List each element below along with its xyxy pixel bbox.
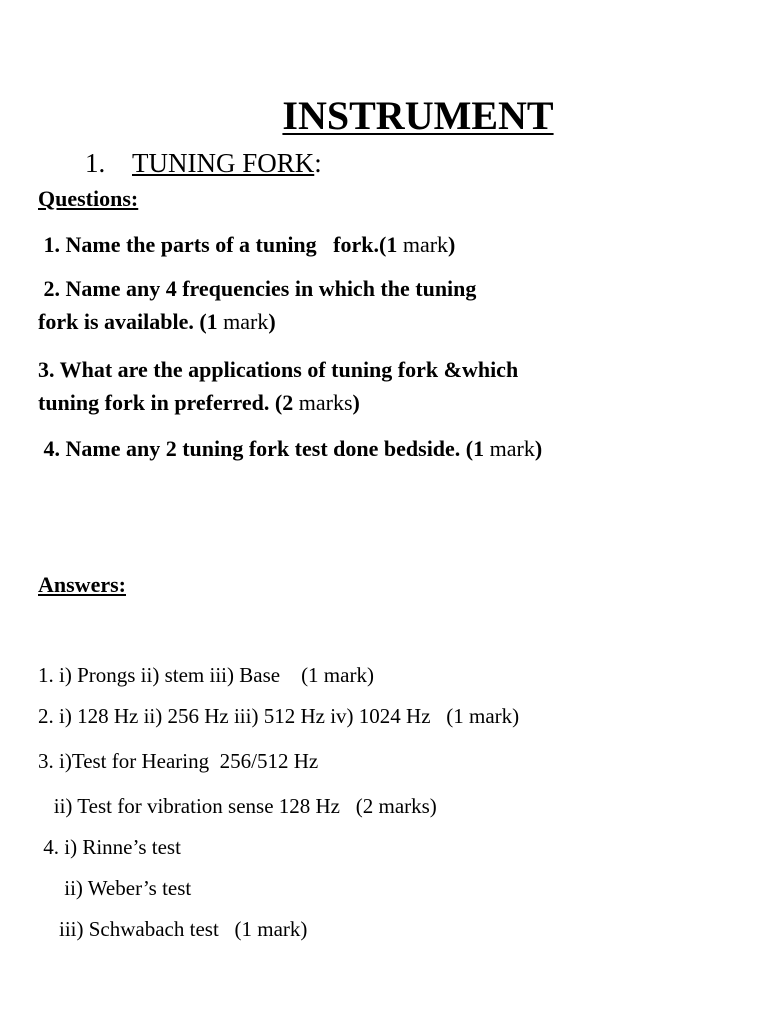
question-3-close: ) [352,390,360,415]
answer-3: 3. i)Test for Hearing 256/512 Hz [38,749,319,773]
question-1-close: ) [448,232,456,257]
answer-4: 4. i) Rinne’s test [38,835,181,859]
question-1-marks: mark [402,232,449,257]
question-4-marks: mark [489,436,535,461]
question-2-close: ) [268,309,276,334]
answer-3-continued: ii) Test for vibration sense 128 Hz (2 marks) [38,794,437,818]
question-1 [38,228,455,261]
question-2-line-2: fork is available. (1 [38,309,224,334]
section-name: TUNING FORK [132,148,315,178]
page-title: INSTRUMENT [282,93,554,138]
question-2 [38,272,476,338]
section-suffix: : [314,148,322,178]
section-heading [85,148,322,179]
question-2-line-1: 2. Name any 4 frequencies in which the tuning [38,276,477,301]
answer-1: 1. i) Prongs ii) stem iii) Base (1 mark) [38,663,374,687]
question-3 [38,353,518,419]
answer-2: 2. i) 128 Hz ii) 256 Hz iii) 512 Hz iv) 1024 Hz (1 mark) [38,704,520,728]
question-1-text: 1. Name the parts of a tuning fork.(1 [38,232,403,257]
answer-4-item-3: iii) Schwabach test (1 mark) [38,917,308,941]
question-3-line-1: 3. What are the applications of tuning fork &which [38,357,519,382]
questions-heading: Questions: [38,186,139,211]
question-4-close: ) [534,436,543,461]
answer-4-item-2: ii) Weber’s test [38,876,192,900]
question-3-marks: marks [298,390,353,415]
question-4 [38,432,542,465]
answers-heading: Answers: [38,572,126,597]
question-4-text: 4. Name any 2 tuning fork test done bedside. (1 [38,436,490,461]
question-3-line-2: tuning fork in preferred. (2 [38,390,299,415]
section-number: 1. [85,148,106,178]
question-2-marks: mark [223,309,269,334]
